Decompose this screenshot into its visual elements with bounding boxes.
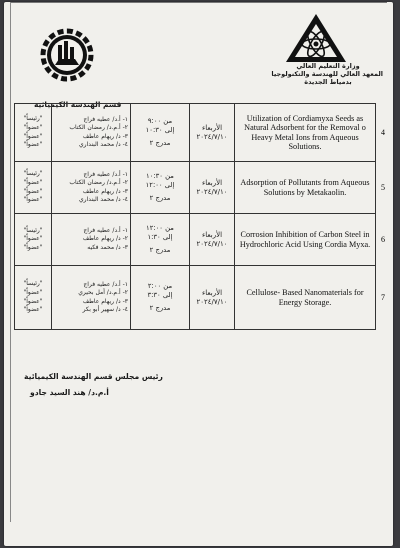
city-line: بدمياط الجديدة bbox=[304, 78, 352, 86]
date-label: ٢٠٢٤/٧/١٠ bbox=[196, 132, 228, 141]
date-cell bbox=[190, 104, 235, 162]
day-label: الأربعاء bbox=[201, 178, 223, 187]
roles-cell bbox=[15, 214, 52, 266]
examiner-name: ٢- أ.م.د/ رمضان الكتاب bbox=[69, 179, 128, 187]
role-label: "رئيساً" bbox=[23, 280, 43, 288]
time-to: إلى ١٢:٠٠ bbox=[145, 181, 175, 189]
time-from: من ٩:٠٠ bbox=[147, 117, 173, 125]
role-label: "عضواً" bbox=[23, 243, 43, 251]
table-row bbox=[15, 162, 391, 214]
project-title-cell: Utilization of Cordiamyxa Seeds as Natural Adsorbent for the Removal o Heavy Metal Ions from Aqueous Solutions. bbox=[235, 104, 376, 162]
ministry-line: وزارة التعليم العالي bbox=[296, 62, 360, 70]
examiner-name: ٢- أ.م.د/ أمل بحيري bbox=[78, 289, 128, 297]
examiners-cell bbox=[52, 214, 131, 266]
schedule-table bbox=[14, 103, 390, 330]
day-label: الأربعاء bbox=[201, 123, 223, 132]
time-cell bbox=[131, 104, 190, 162]
examiners-cell bbox=[52, 162, 131, 214]
examiner-name: ٤- د/ محمد البنداري bbox=[78, 140, 128, 148]
time-from: من ٢:٠٠ bbox=[147, 282, 173, 290]
examiner-name: ٣- د/ ريهام عاطف bbox=[82, 132, 128, 140]
row-number: 6 bbox=[381, 235, 385, 244]
examiners-cell bbox=[52, 104, 131, 162]
table-row bbox=[15, 214, 391, 266]
time-to: إلى ٣:٣٠ bbox=[147, 291, 173, 299]
role-label: "عضواً" bbox=[23, 306, 43, 314]
roles-cell bbox=[15, 162, 52, 214]
examiner-name: ٤- د/ محمد البنداري bbox=[78, 195, 128, 203]
examiner-name: ١- أ.د/ عطيه فراج bbox=[83, 115, 128, 123]
hall-label: مدرج ٢ bbox=[149, 304, 171, 312]
role-label: "رئيساً" bbox=[23, 226, 43, 234]
council-head-title: رئيس مجلس قسم الهندسة الكيميائية bbox=[24, 372, 163, 381]
role-label: "عضواً" bbox=[23, 196, 43, 204]
examiner-name: ٣- د/ محمد فكيه bbox=[87, 243, 128, 251]
date-cell bbox=[190, 266, 235, 330]
time-to: إلى ١:٣٠ bbox=[147, 233, 173, 241]
row-number: 7 bbox=[381, 293, 385, 303]
table-row bbox=[15, 104, 391, 162]
time-cell bbox=[131, 214, 190, 266]
date-cell bbox=[190, 214, 235, 266]
examiner-name: ٣- د/ ريهام عاطف bbox=[82, 187, 128, 195]
examiner-name: ٤- د/ سهير أبو بكر bbox=[82, 305, 128, 313]
date-label: ٢٠٢٤/٧/١٠ bbox=[196, 187, 228, 196]
examiners-cell bbox=[52, 266, 131, 330]
date-label: ٢٠٢٤/٧/١٠ bbox=[196, 239, 228, 248]
role-label: "رئيساً" bbox=[23, 115, 43, 123]
role-label: "رئيساً" bbox=[23, 170, 43, 178]
date-cell bbox=[190, 162, 235, 214]
institute-logo-icon bbox=[280, 10, 352, 66]
signatory-name: أ.م.د/ هند السيد جادو bbox=[30, 388, 109, 397]
role-label: "عضواً" bbox=[23, 297, 43, 305]
examiner-name: ٣- د/ ريهام عاطف bbox=[82, 297, 128, 305]
page-left-border bbox=[10, 2, 11, 522]
role-label: "عضواً" bbox=[23, 235, 43, 243]
role-label: "عضواً" bbox=[23, 123, 43, 131]
day-label: الأربعاء bbox=[201, 230, 223, 239]
hall-label: مدرج ٢ bbox=[149, 194, 171, 202]
role-label: "عضواً" bbox=[23, 132, 43, 140]
project-title-cell: Adsorption of Pollutants from Aqueous Solutions by Metakaolin. bbox=[235, 162, 376, 214]
time-from: من ١٠:٣٠ bbox=[146, 172, 174, 180]
examiner-name: ٢- أ.م.د/ رمضان الكتاب bbox=[69, 124, 128, 132]
project-title-cell: Corrosion Inhibition of Carbon Steel in Hydrochloric Acid Using Cordia Myxa. bbox=[235, 214, 376, 266]
role-label: "عضواً" bbox=[23, 141, 43, 149]
examiner-name: ١- أ.د/ عطيه فراج bbox=[83, 170, 128, 178]
examiner-name: ١- أ.د/ عطيه فراج bbox=[83, 280, 128, 288]
hall-label: مدرج ٢ bbox=[149, 246, 171, 254]
role-label: "عضواً" bbox=[23, 178, 43, 186]
row-number: 5 bbox=[381, 183, 385, 192]
examiner-name: ٢- د/ ريهام عاطف bbox=[82, 235, 128, 243]
role-label: "عضواً" bbox=[23, 187, 43, 195]
department-label: قسم الهندسة الكيميائية bbox=[34, 100, 122, 109]
row-number: 4 bbox=[381, 128, 385, 137]
time-to: إلى ١٠:٣٠ bbox=[145, 126, 175, 134]
hall-label: مدرج ٢ bbox=[149, 139, 171, 147]
ministry-header bbox=[273, 62, 383, 86]
examiner-name: ١- أ.د/ عطيه فراج bbox=[83, 226, 128, 234]
roles-cell bbox=[15, 104, 52, 162]
time-from: من ١٢:٠٠ bbox=[146, 224, 174, 232]
page-top-border bbox=[10, 2, 387, 3]
roles-cell bbox=[15, 266, 52, 330]
table-row bbox=[15, 266, 391, 330]
day-label: الأربعاء bbox=[201, 288, 223, 297]
gear-logo-icon bbox=[32, 24, 102, 86]
time-cell bbox=[131, 162, 190, 214]
project-title-cell: Cellulose- Based Nanomaterials for Energy Storage. bbox=[235, 266, 376, 330]
institute-line: المعهد العالي للهندسة والتكنولوجيا bbox=[271, 70, 383, 78]
date-label: ٢٠٢٤/٧/١٠ bbox=[196, 297, 228, 306]
time-cell bbox=[131, 266, 190, 330]
role-label: "عضواً" bbox=[23, 288, 43, 296]
